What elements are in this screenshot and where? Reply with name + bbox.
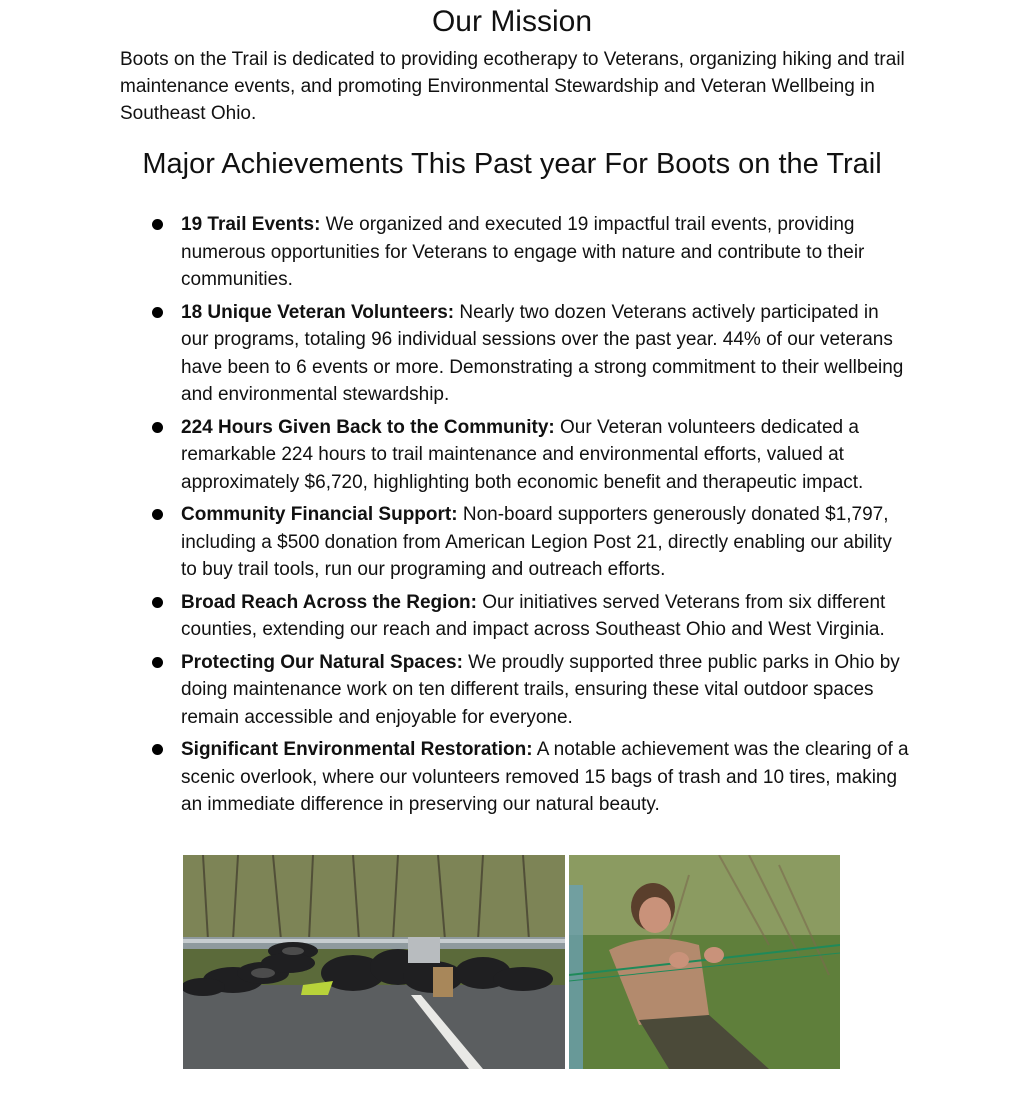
bullet-icon	[152, 597, 163, 608]
bullet-icon	[152, 509, 163, 520]
trash-cleanup-image	[183, 855, 565, 1069]
achievement-heading: Community Financial Support:	[181, 504, 458, 525]
achievement-item	[150, 299, 910, 409]
bullet-icon	[152, 307, 163, 318]
achievement-item	[150, 501, 910, 584]
achievement-body: We proudly supported three public parks in Ohio by doing maintenance work on ten different trails, ensuring these vital outdoor spaces remain accessible and enjoyable for everyone.	[181, 651, 900, 728]
achievement-heading: 18 Unique Veteran Volunteers:	[181, 301, 455, 323]
bullet-icon	[152, 657, 163, 668]
bullet-icon	[152, 219, 163, 230]
achievement-body: We organized and executed 19 impactful trail events, providing numerous opportunities for Veterans to engage with nature and contribute to their communities.	[181, 214, 865, 290]
mission-text: Boots on the Trail is dedicated to providing ecotherapy to Veterans, organizing hiking and trail maintenance events, and promoting Environmental Stewardship and Veteran Wellbeing in Southeast Ohio.	[120, 49, 905, 124]
achievement-item	[150, 736, 910, 819]
achievements-list	[150, 211, 910, 824]
achievement-heading: Broad Reach Across the Region:	[181, 591, 477, 613]
achievement-body: Our initiatives served Veterans from six different counties, extending our reach and impact across Southeast Ohio and West Virginia.	[181, 591, 886, 640]
bullet-icon	[152, 744, 163, 755]
photo-volunteer-working	[569, 855, 840, 1069]
volunteer-working-image	[569, 855, 840, 1069]
achievement-heading: 19 Trail Events:	[181, 214, 321, 235]
achievement-item	[150, 211, 910, 294]
achievement-body: A notable achievement was the clearing of a scenic overlook, where our volunteers removed 15 bags of trash and 10 tires, making an immediate difference in preserving our natural beauty.	[181, 739, 909, 815]
achievement-heading: Significant Environmental Restoration:	[181, 739, 533, 760]
achievement-body: Non-board supporters generously donated $1,797, including a $500 donation from American Legion Post 21, directly enabling our ability to buy trail tools, run our programing and outreach efforts.	[181, 504, 892, 580]
achievement-heading: Protecting Our Natural Spaces:	[181, 651, 463, 673]
achievements-title: Major Achievements This Past year For Boots on the Trail	[142, 148, 882, 180]
mission-title: Our Mission	[431, 5, 593, 38]
achievement-item	[150, 589, 910, 644]
photo-trash-cleanup	[183, 855, 565, 1069]
achievement-heading: 224 Hours Given Back to the Community:	[181, 416, 555, 438]
achievement-body: Our Veteran volunteers dedicated a remarkable 224 hours to trail maintenance and environmental efforts, valued at approximately $6,720, highlighting both economic benefit and therapeutic impact.	[181, 416, 864, 493]
bullet-icon	[152, 422, 163, 433]
achievement-item	[150, 649, 910, 732]
achievement-body: Nearly two dozen Veterans actively participated in our programs, totaling 96 individual sessions over the past year. 44% of our veterans have been to 6 events or more. Demonstrating a strong commitment to their wellbeing and environmental stewardship.	[181, 301, 904, 405]
photo-row	[183, 855, 840, 1069]
achievement-item	[150, 414, 910, 497]
